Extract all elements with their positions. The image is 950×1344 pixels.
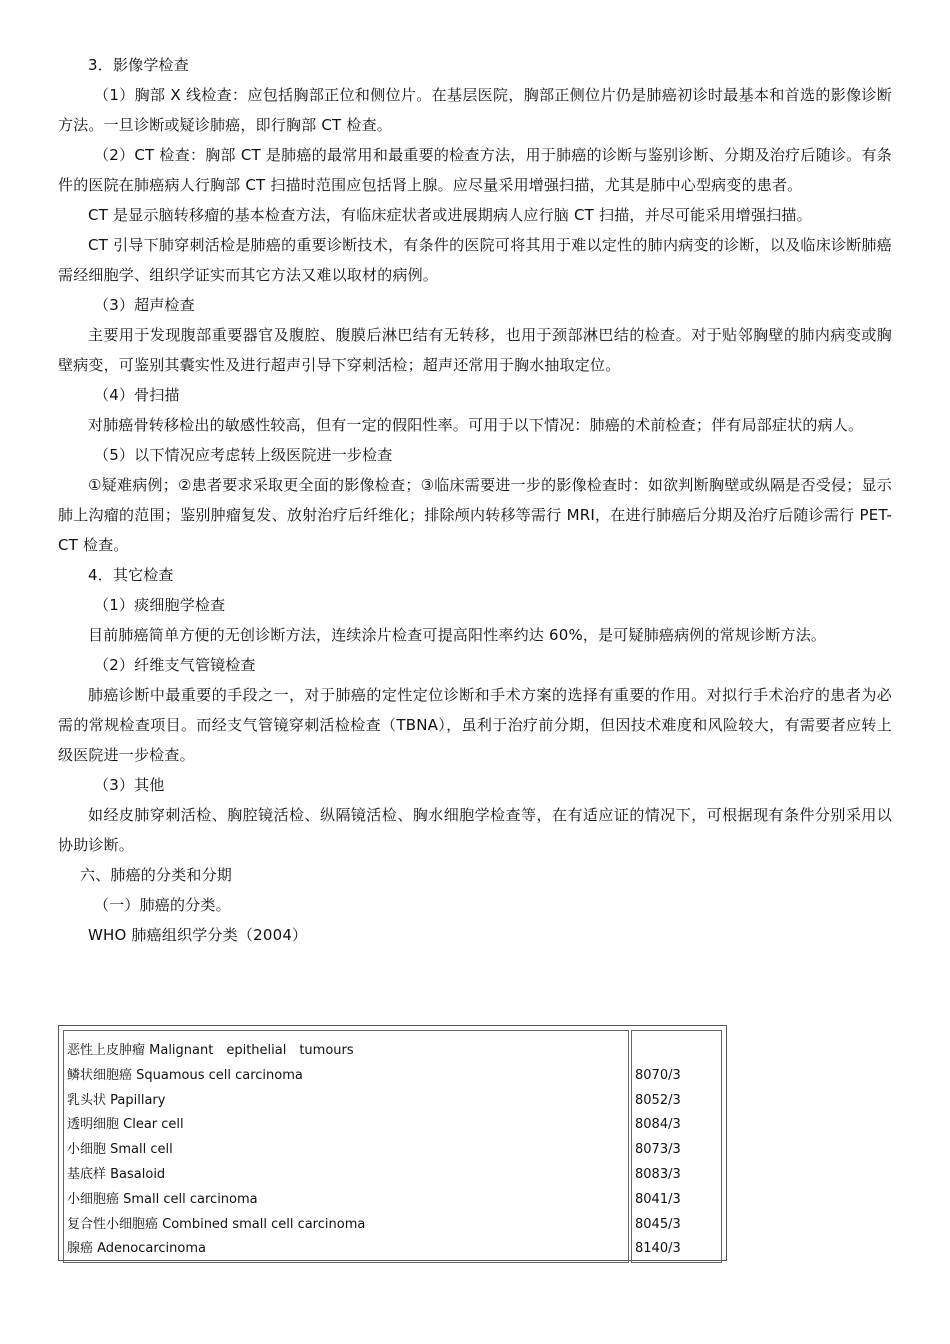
- paragraph-ct-exam: （2）CT 检查：胸部 CT 是肺癌的最常用和最重要的检查方法，用于肺癌的诊断与鉴别诊断、分期及治疗后随诊。有条件的医院在肺癌病人行胸部 CT 扫描时范围应包括肾上腺。应尽量采用增强扫描，尤其是肺中心型病变的患者。: [58, 146, 892, 194]
- subheading-other: （3）其他: [94, 776, 165, 794]
- heading-classification-staging: 六、肺癌的分类和分期: [80, 866, 233, 884]
- subheading-bronchoscopy: （2）纤维支气管镜检查: [94, 656, 256, 674]
- table-row-name: 乳头状 Papillary: [67, 1092, 166, 1108]
- paragraph-referral: ①疑难病例；②患者要求采取更全面的影像检查；③临床需要进一步的影像检查时：如欲判断胸壁或纵隔是否受侵；显示肺上沟瘤的范围；鉴别肿瘤复发、放射治疗后纤维化；排除颅内转移等需行 MRI，在进行肺癌后分期及治疗后随诊需行 PET-CT 检查。: [58, 476, 892, 554]
- who-classification-table: [58, 1025, 727, 1261]
- table-row-code: 8140/3: [635, 1241, 681, 1257]
- table-row-code: 8041/3: [635, 1191, 681, 1207]
- heading-other-exams: 4．其它检查: [88, 566, 174, 584]
- paragraph-ultrasound: 主要用于发现腹部重要器官及腹腔、腹膜后淋巴结有无转移，也用于颈部淋巴结的检查。对于贴邻胸壁的肺内病变或胸壁病变，可鉴别其囊实性及进行超声引导下穿刺活检；超声还常用于胸水抽取定位。: [58, 326, 892, 374]
- table-row-name: 小细胞 Small cell: [67, 1142, 173, 1158]
- table-row-name: 透明细胞 Clear cell: [67, 1117, 184, 1133]
- paragraph-brain-ct: CT 是显示脑转移瘤的基本检查方法，有临床症状者或进展期病人应行脑 CT 扫描，并尽可能采用增强扫描。: [88, 206, 812, 224]
- icd-code-column: [631, 1030, 722, 1263]
- table-row-code: 8083/3: [635, 1166, 681, 1182]
- table-row-code: 8045/3: [635, 1216, 681, 1232]
- table-row-code: 8073/3: [635, 1142, 681, 1158]
- table-caption: WHO 肺癌组织学分类（2004）: [88, 926, 308, 944]
- subheading-classification: （一）肺癌的分类。: [94, 896, 231, 914]
- subheading-ultrasound: （3）超声检查: [94, 296, 195, 314]
- table-row-name: 恶性上皮肿瘤 Malignant epithelial tumours: [67, 1043, 354, 1058]
- paragraph-ct-biopsy: CT 引导下肺穿刺活检是肺癌的重要诊断技术，有条件的医院可将其用于难以定性的肺内病变的诊断，以及临床诊断肺癌需经细胞学、组织学证实而其它方法又难以取材的病例。: [58, 236, 892, 284]
- paragraph-other: 如经皮肺穿刺活检、胸腔镜活检、纵隔镜活检、胸水细胞学检查等，在有适应证的情况下，可根据现有条件分别采用以协助诊断。: [58, 806, 892, 854]
- table-row-code: 8052/3: [635, 1092, 681, 1108]
- subheading-referral: （5）以下情况应考虑转上级医院进一步检查: [94, 446, 393, 464]
- paragraph-chest-xray: （1）胸部 X 线检查：应包括胸部正位和侧位片。在基层医院，胸部正侧位片仍是肺癌初诊时最基本和首选的影像诊断方法。一旦诊断或疑诊肺癌，即行胸部 CT 检查。: [58, 86, 892, 134]
- tumour-name-column: [63, 1030, 629, 1263]
- document-body: [58, 50, 892, 950]
- subheading-bone-scan: （4）骨扫描: [94, 386, 180, 404]
- table-row-name: 基底样 Basaloid: [67, 1166, 166, 1182]
- paragraph-bone-scan: 对肺癌骨转移检出的敏感性较高，但有一定的假阳性率。可用于以下情况：肺癌的术前检查；伴有局部症状的病人。: [88, 416, 864, 434]
- table-row-code: 8084/3: [635, 1117, 681, 1133]
- table-row-name: 腺癌 Adenocarcinoma: [67, 1241, 206, 1257]
- table-row-name: 复合性小细胞癌 Combined small cell carcinoma: [67, 1216, 366, 1232]
- paragraph-bronchoscopy: 肺癌诊断中最重要的手段之一，对于肺癌的定性定位诊断和手术方案的选择有重要的作用。对拟行手术治疗的患者为必需的常规检查项目。而经支气管镜穿刺活检检查（TBNA），虽利于治疗前分期，但因技术难度和风险较大，有需要者应转上级医院进一步检查。: [58, 686, 892, 764]
- heading-imaging: 3．影像学检查: [88, 56, 189, 74]
- table-row-name: 鳞状细胞癌 Squamous cell carcinoma: [67, 1067, 303, 1083]
- table-row-name: 小细胞癌 Small cell carcinoma: [67, 1191, 258, 1207]
- table-row-code: 8070/3: [635, 1067, 681, 1083]
- subheading-sputum: （1）痰细胞学检查: [94, 596, 226, 614]
- table-row-code: [635, 1039, 718, 1064]
- paragraph-sputum: 目前肺癌简单方便的无创诊断方法，连续涂片检查可提高阳性率约达 60%，是可疑肺癌病例的常规诊断方法。: [88, 626, 827, 644]
